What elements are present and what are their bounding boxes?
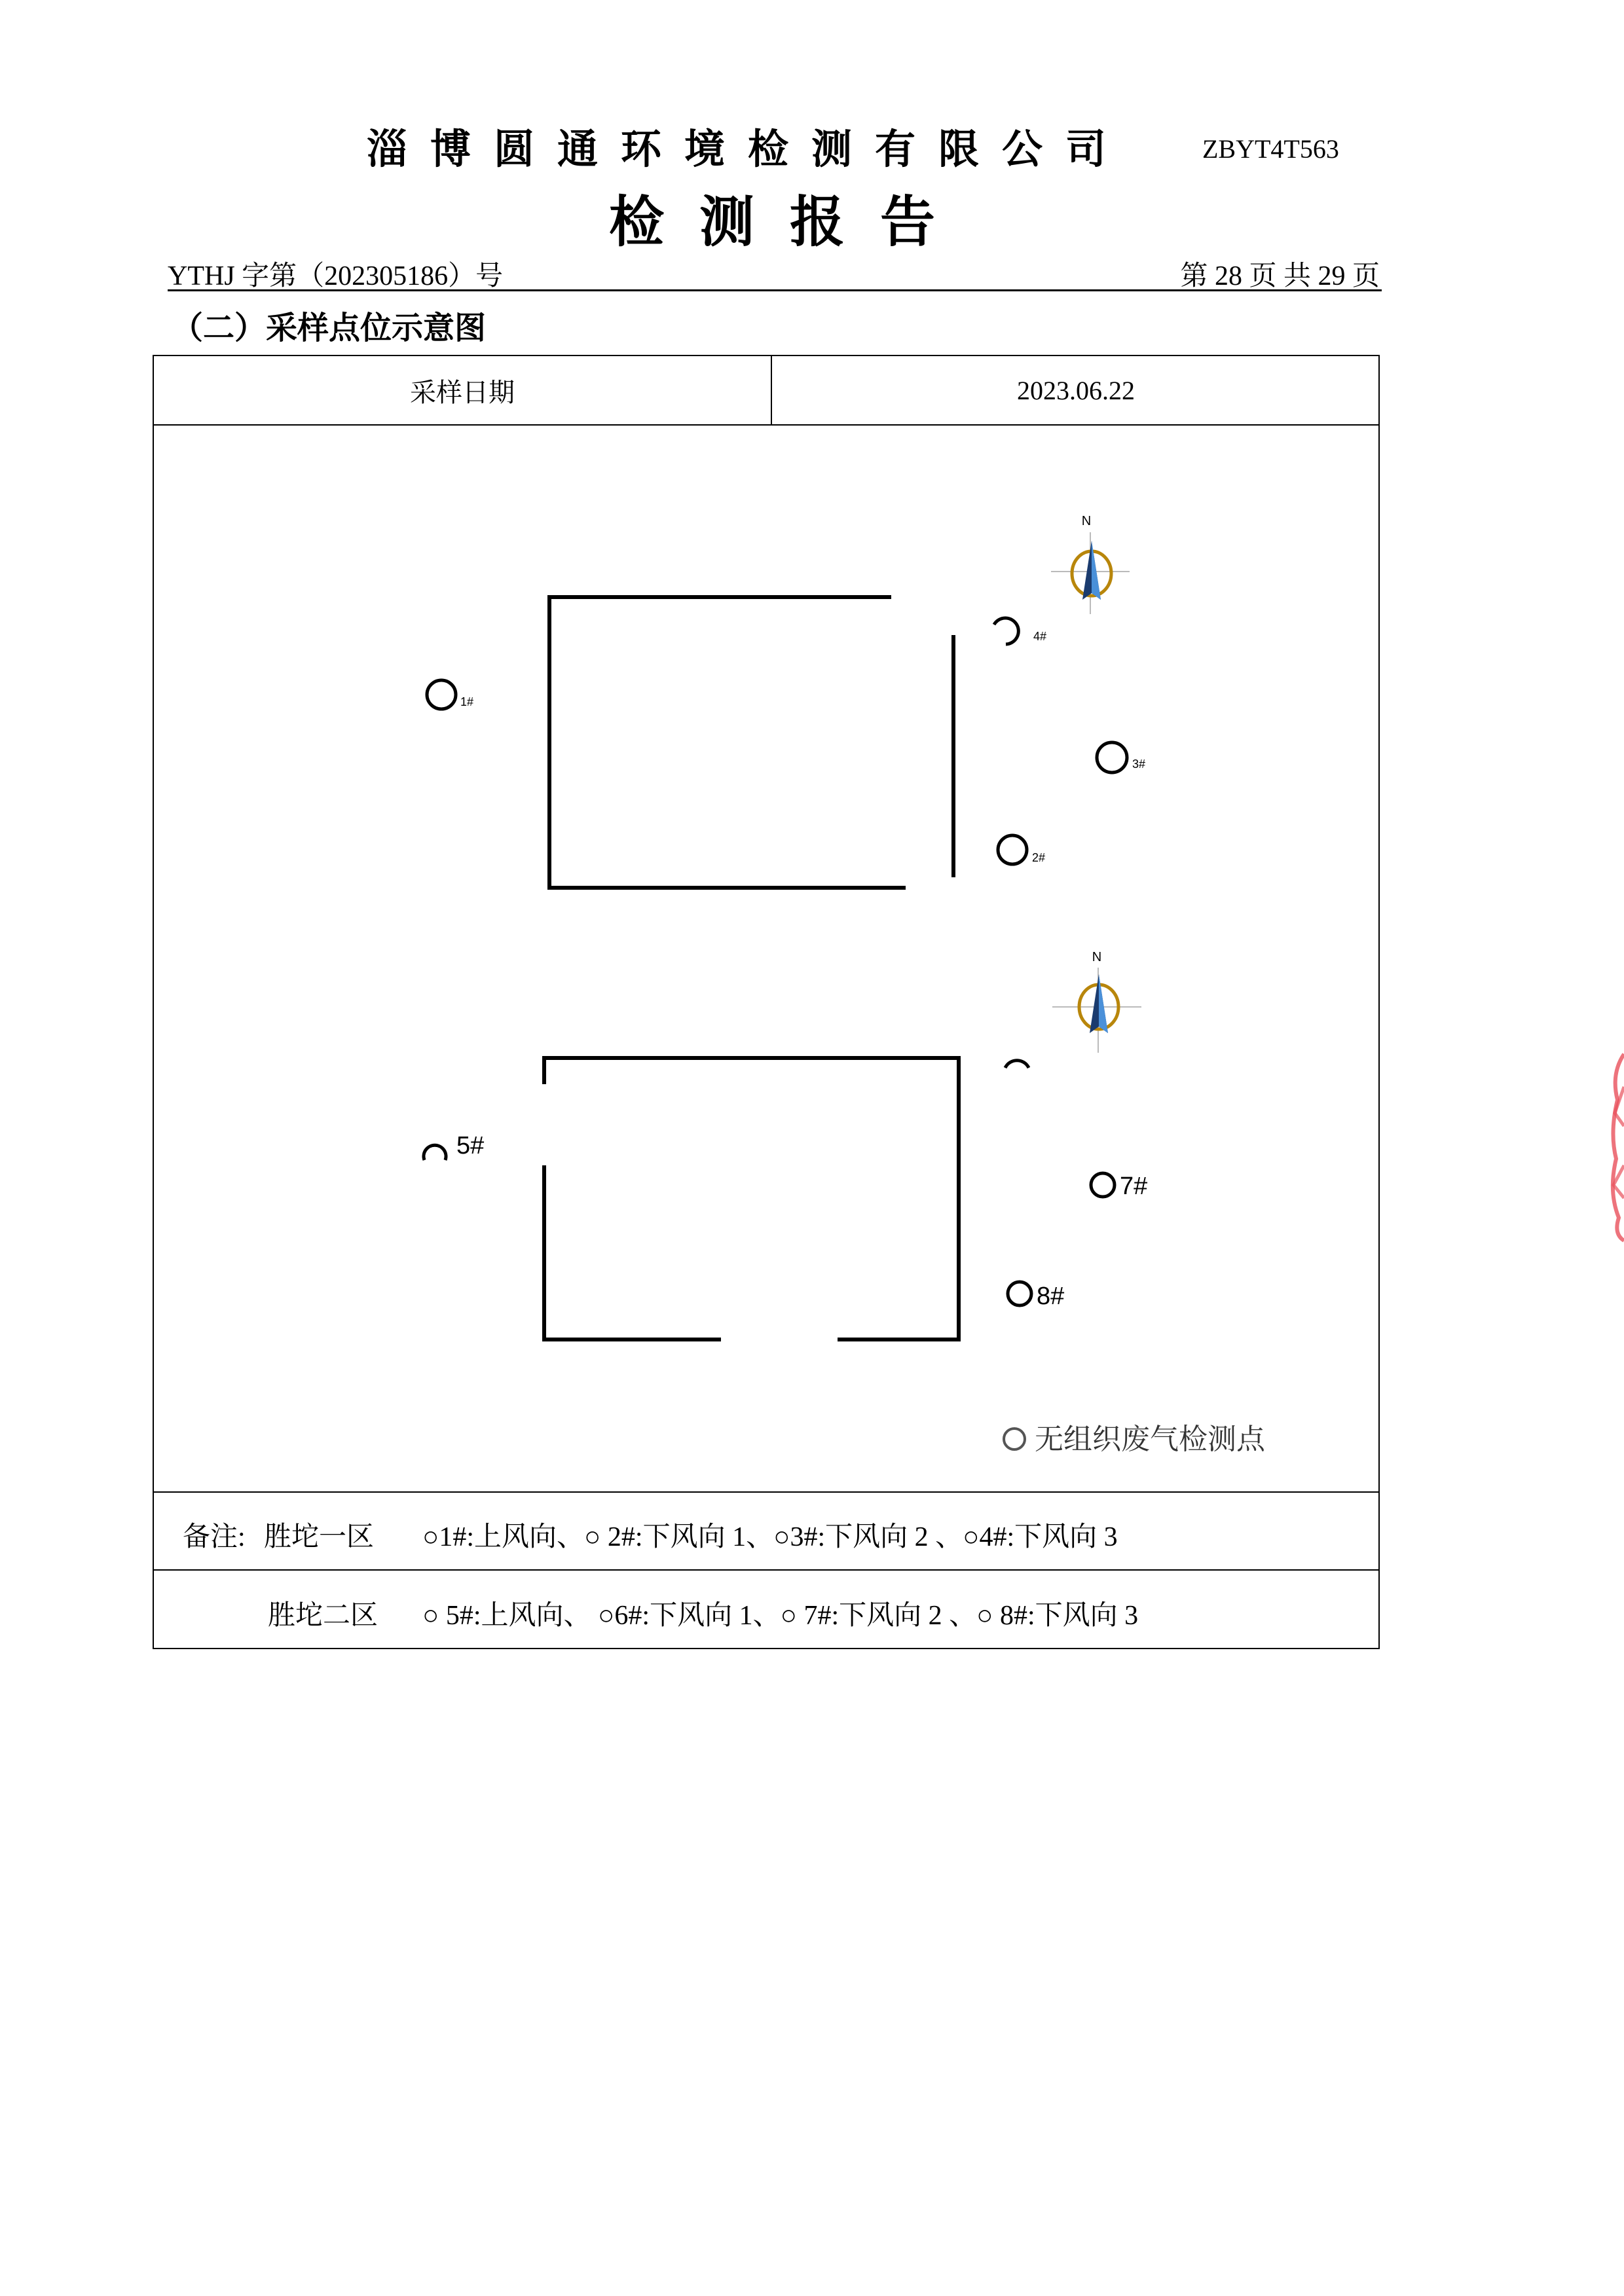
- sampling-table: [153, 355, 1380, 1649]
- sampling-point-4: [994, 618, 1018, 644]
- label-point-8: 8#: [1037, 1283, 1065, 1310]
- report-code: ZBYT4T563: [1202, 134, 1339, 164]
- date-value: 2023.06.22: [1017, 375, 1135, 405]
- circle-icon: ○: [422, 1522, 439, 1552]
- company-name: 淄博圆通环境检测有限公司: [367, 125, 1130, 173]
- label-point-1: 1#: [460, 695, 474, 708]
- svg-text:N: N: [1081, 514, 1092, 528]
- page-info: 第 28 页 共 29 页: [1180, 261, 1380, 291]
- header-divider: [168, 289, 1382, 291]
- sampling-point-7: [1091, 1173, 1115, 1197]
- date-label: 采样日期: [410, 377, 515, 407]
- diagram-legend: [1004, 1423, 1266, 1456]
- document-number: YTHJ 字第（202305186）号: [168, 261, 504, 291]
- area-1-label: 胜坨一区: [264, 1522, 375, 1552]
- legend-circle-icon: [1004, 1429, 1025, 1449]
- report-title: 检测报告: [609, 190, 971, 254]
- site-2-building: [544, 1058, 959, 1339]
- label-point-2: 2#: [1032, 851, 1046, 864]
- row-divider: [154, 1491, 1378, 1493]
- circle-icon: ○: [422, 1601, 439, 1631]
- sampling-point-3: [1097, 742, 1127, 773]
- compass-icon-bottom: [1052, 950, 1141, 1053]
- site-1-points: [427, 618, 1127, 864]
- row-divider: [154, 1569, 1378, 1571]
- seal-stamp-edge: [1608, 1048, 1624, 1244]
- sampling-point-1: [427, 680, 456, 709]
- sampling-point-5: [424, 1145, 446, 1160]
- sampling-point-6: [1005, 1061, 1029, 1068]
- area-2-label: 胜坨二区: [268, 1601, 378, 1631]
- sampling-point-2: [998, 835, 1027, 864]
- compass-icon-top: [1051, 514, 1130, 614]
- area-1-notes: ○1#:上风向、○ 2#:下风向 1、○3#:下风向 2 、○4#:下风向 3: [422, 1522, 1118, 1552]
- label-point-3: 3#: [1132, 757, 1146, 771]
- label-point-5: 5#: [456, 1132, 485, 1159]
- notes-label: 备注:: [183, 1522, 246, 1552]
- sampling-diagram: [154, 424, 1378, 1491]
- sampling-point-8: [1008, 1282, 1031, 1305]
- site-1-building: [549, 597, 953, 888]
- legend-label: 无组织废气检测点: [1035, 1423, 1265, 1456]
- label-point-7: 7#: [1120, 1173, 1148, 1200]
- area-2-notes: ○ 5#:上风向、 ○6#:下风向 1、○ 7#:下风向 2 、○ 8#:下风向 3: [422, 1601, 1139, 1631]
- label-point-4: 4#: [1033, 630, 1047, 643]
- site-2-points: [424, 1061, 1115, 1305]
- svg-text:N: N: [1092, 950, 1102, 964]
- section-title: （二）采样点位示意图: [172, 310, 487, 346]
